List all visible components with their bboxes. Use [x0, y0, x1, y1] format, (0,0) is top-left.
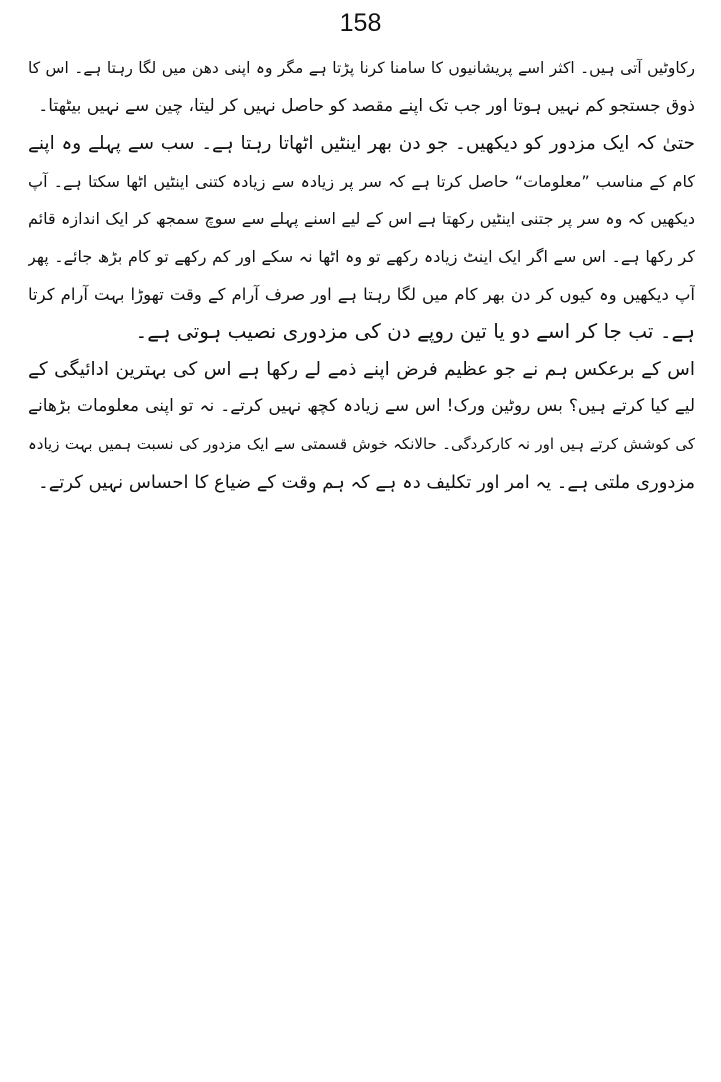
text-line-5: دیکھیں کہ وہ سر پر جتنی اینٹیں رکھتا ہے اس کے لیے اسنے پہلے سے سوچ سمجھ کر ایک اندازہ قائم [28, 209, 695, 229]
text-line-12: مزدوری ملتی ہے۔ یہ امر اور تکلیف دہ ہے کہ ہم وقت کے ضیاع کا احساس نہیں کرتے۔ [38, 471, 695, 493]
text-line-6: کر رکھا ہے۔ اس سے اگر ایک اینٹ زیادہ رکھے تو وہ اٹھا نہ سکے اور کم رکھے تو کام بڑھ جائے۔ پھر [28, 246, 695, 266]
text-line-10: لیے کیا کرتے ہیں؟ بس روٹین ورک! اس سے زیادہ کچھ نہیں کرتے۔ نہ تو اپنی معلومات بڑھانے [28, 396, 695, 417]
page-text-body [28, 50, 695, 501]
text-line-2: ذوق جستجو کم نہیں ہوتا اور جب تک اپنے مقصد کو حاصل نہیں کر لیتا، چین سے نہیں بیٹھتا۔ [38, 95, 695, 116]
page-number: 158 [339, 9, 382, 37]
text-line-4: کام کے مناسب ”معلومات“ حاصل کرتا ہے کہ سر پر زیادہ سے زیادہ کتنی اینٹیں اٹھا سکتا ہے۔ آپ [28, 171, 695, 191]
text-line-8: ہے۔ تب جا کر اسے دو یا تین روپے دن کی مزدوری نصیب ہوتی ہے۔ [135, 319, 695, 344]
text-line-11: کی کوشش کرتے ہیں اور نہ کارکردگی۔ حالانکہ خوش قسمتی سے ایک مزدور کی نسبت ہمیں بہت زیادہ [28, 434, 695, 453]
text-line-7: آپ دیکھیں وہ کیوں کر دن بھر کام میں لگا رہتا ہے اور صرف آرام کے وقت تھوڑا بہت آرام کرتا [28, 284, 695, 304]
text-line-9: اس کے برعکس ہم نے جو عظیم فرض اپنے ذمے لے رکھا ہے اس کی بہترین ادائیگی کے [28, 358, 695, 380]
text-line-3: حتیٰ کہ ایک مزدور کو دیکھیں۔ جو دن بھر اینٹیں اٹھاتا رہتا ہے۔ سب سے پہلے وہ اپنے [28, 133, 695, 155]
text-line-1: رکاوٹیں آتی ہیں۔ اکثر اسے پریشانیوں کا سامنا کرنا پڑتا ہے مگر وہ اپنی دھن میں لگا رہتا ہے۔ اس کا [28, 59, 695, 77]
